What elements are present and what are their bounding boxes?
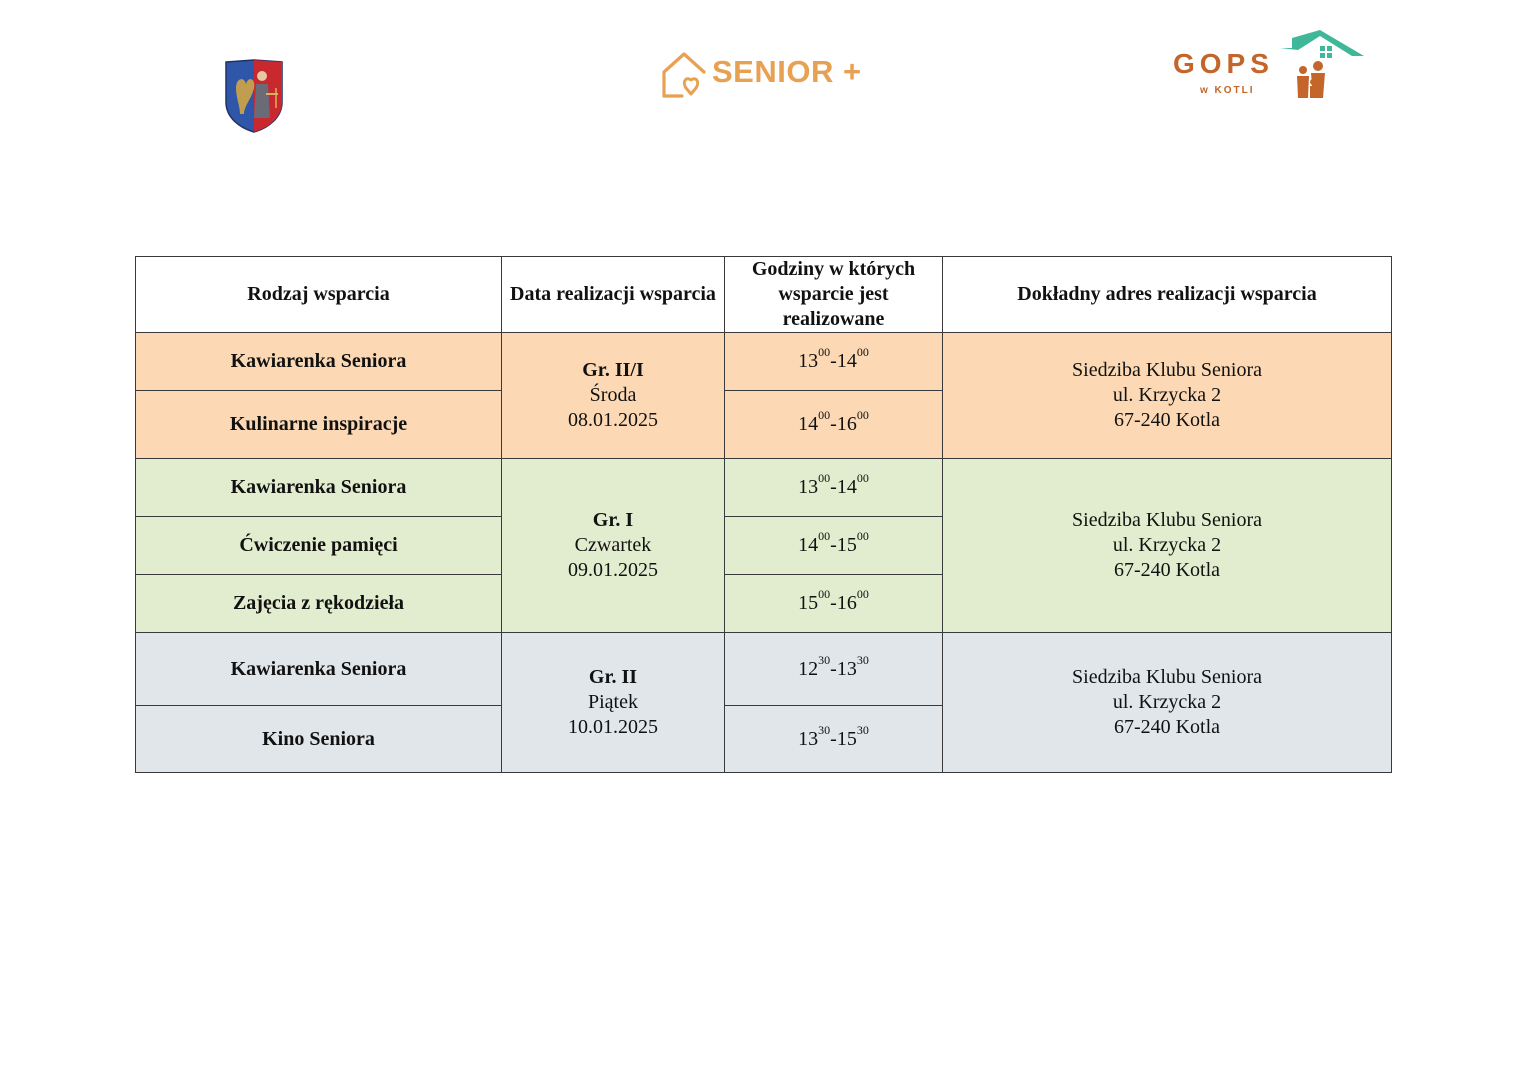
activity-cell: Kino Seniora xyxy=(136,706,502,773)
date-value: 08.01.2025 xyxy=(568,409,658,431)
hours-cell: $14^{00}-15^{00}$ xyxy=(725,517,943,575)
date-cell xyxy=(502,459,725,633)
activity-cell: Kawiarenka Seniora xyxy=(136,333,502,391)
group-name: Gr. II/I xyxy=(582,359,644,381)
address-cell: Siedziba Klubu Seniora ul. Krzycka 2 67-240 Kotla xyxy=(943,459,1392,633)
table-header-row xyxy=(136,257,1392,333)
coat-of-arms-icon xyxy=(222,58,286,134)
coat-of-arms-logo xyxy=(222,58,286,134)
header-hours: Godziny w których wsparcie jest realizowane xyxy=(725,257,943,333)
group-name: Gr. I xyxy=(592,509,634,531)
date-cell xyxy=(502,333,725,459)
schedule-table xyxy=(135,256,1392,773)
hours-cell: $13^{00}-14^{00}$ xyxy=(725,459,943,517)
day-name: Czwartek xyxy=(574,534,652,556)
activity-cell: Kawiarenka Seniora xyxy=(136,459,502,517)
date-value: 10.01.2025 xyxy=(568,716,658,738)
hours-cell: $15^{00}-16^{00}$ xyxy=(725,575,943,633)
address-cell: Siedziba Klubu Seniora ul. Krzycka 2 67-240 Kotla xyxy=(943,633,1392,773)
activity-cell: Ćwiczenie pamięci xyxy=(136,517,502,575)
gops-logo-text: GOPS xyxy=(1173,48,1274,79)
hours-cell: $12^{30}-13^{30}$ xyxy=(725,633,943,706)
date-value: 09.01.2025 xyxy=(568,559,658,581)
table-row xyxy=(136,333,1392,391)
header-support-type: Rodzaj wsparcia xyxy=(136,257,502,333)
day-name: Piątek xyxy=(588,691,638,713)
date-cell xyxy=(502,633,725,773)
gops-logo-subtext: w KOTLI xyxy=(1200,85,1255,96)
senior-plus-logo xyxy=(660,50,860,100)
hours-cell: $13^{30}-15^{30}$ xyxy=(725,706,943,773)
hours-cell: $13^{00}-14^{00}$ xyxy=(725,333,943,391)
day-name: Środa xyxy=(589,384,637,406)
hours-cell: $14^{00}-16^{00}$ xyxy=(725,391,943,459)
gops-logo xyxy=(1170,28,1370,102)
group-name: Gr. II xyxy=(588,666,638,688)
activity-cell: Zajęcia z rękodzieła xyxy=(136,575,502,633)
header-address: Dokładny adres realizacji wsparcia xyxy=(943,257,1392,333)
house-heart-icon xyxy=(660,50,708,100)
activity-cell: Kawiarenka Seniora xyxy=(136,633,502,706)
table-row xyxy=(136,459,1392,517)
senior-logo-text: SENIOR + xyxy=(712,54,862,89)
header-date: Data realizacji wsparcia xyxy=(502,257,725,333)
table-row xyxy=(136,633,1392,706)
address-cell: Siedziba Klubu Seniora ul. Krzycka 2 67-240 Kotla xyxy=(943,333,1392,459)
activity-cell: Kulinarne inspiracje xyxy=(136,391,502,459)
